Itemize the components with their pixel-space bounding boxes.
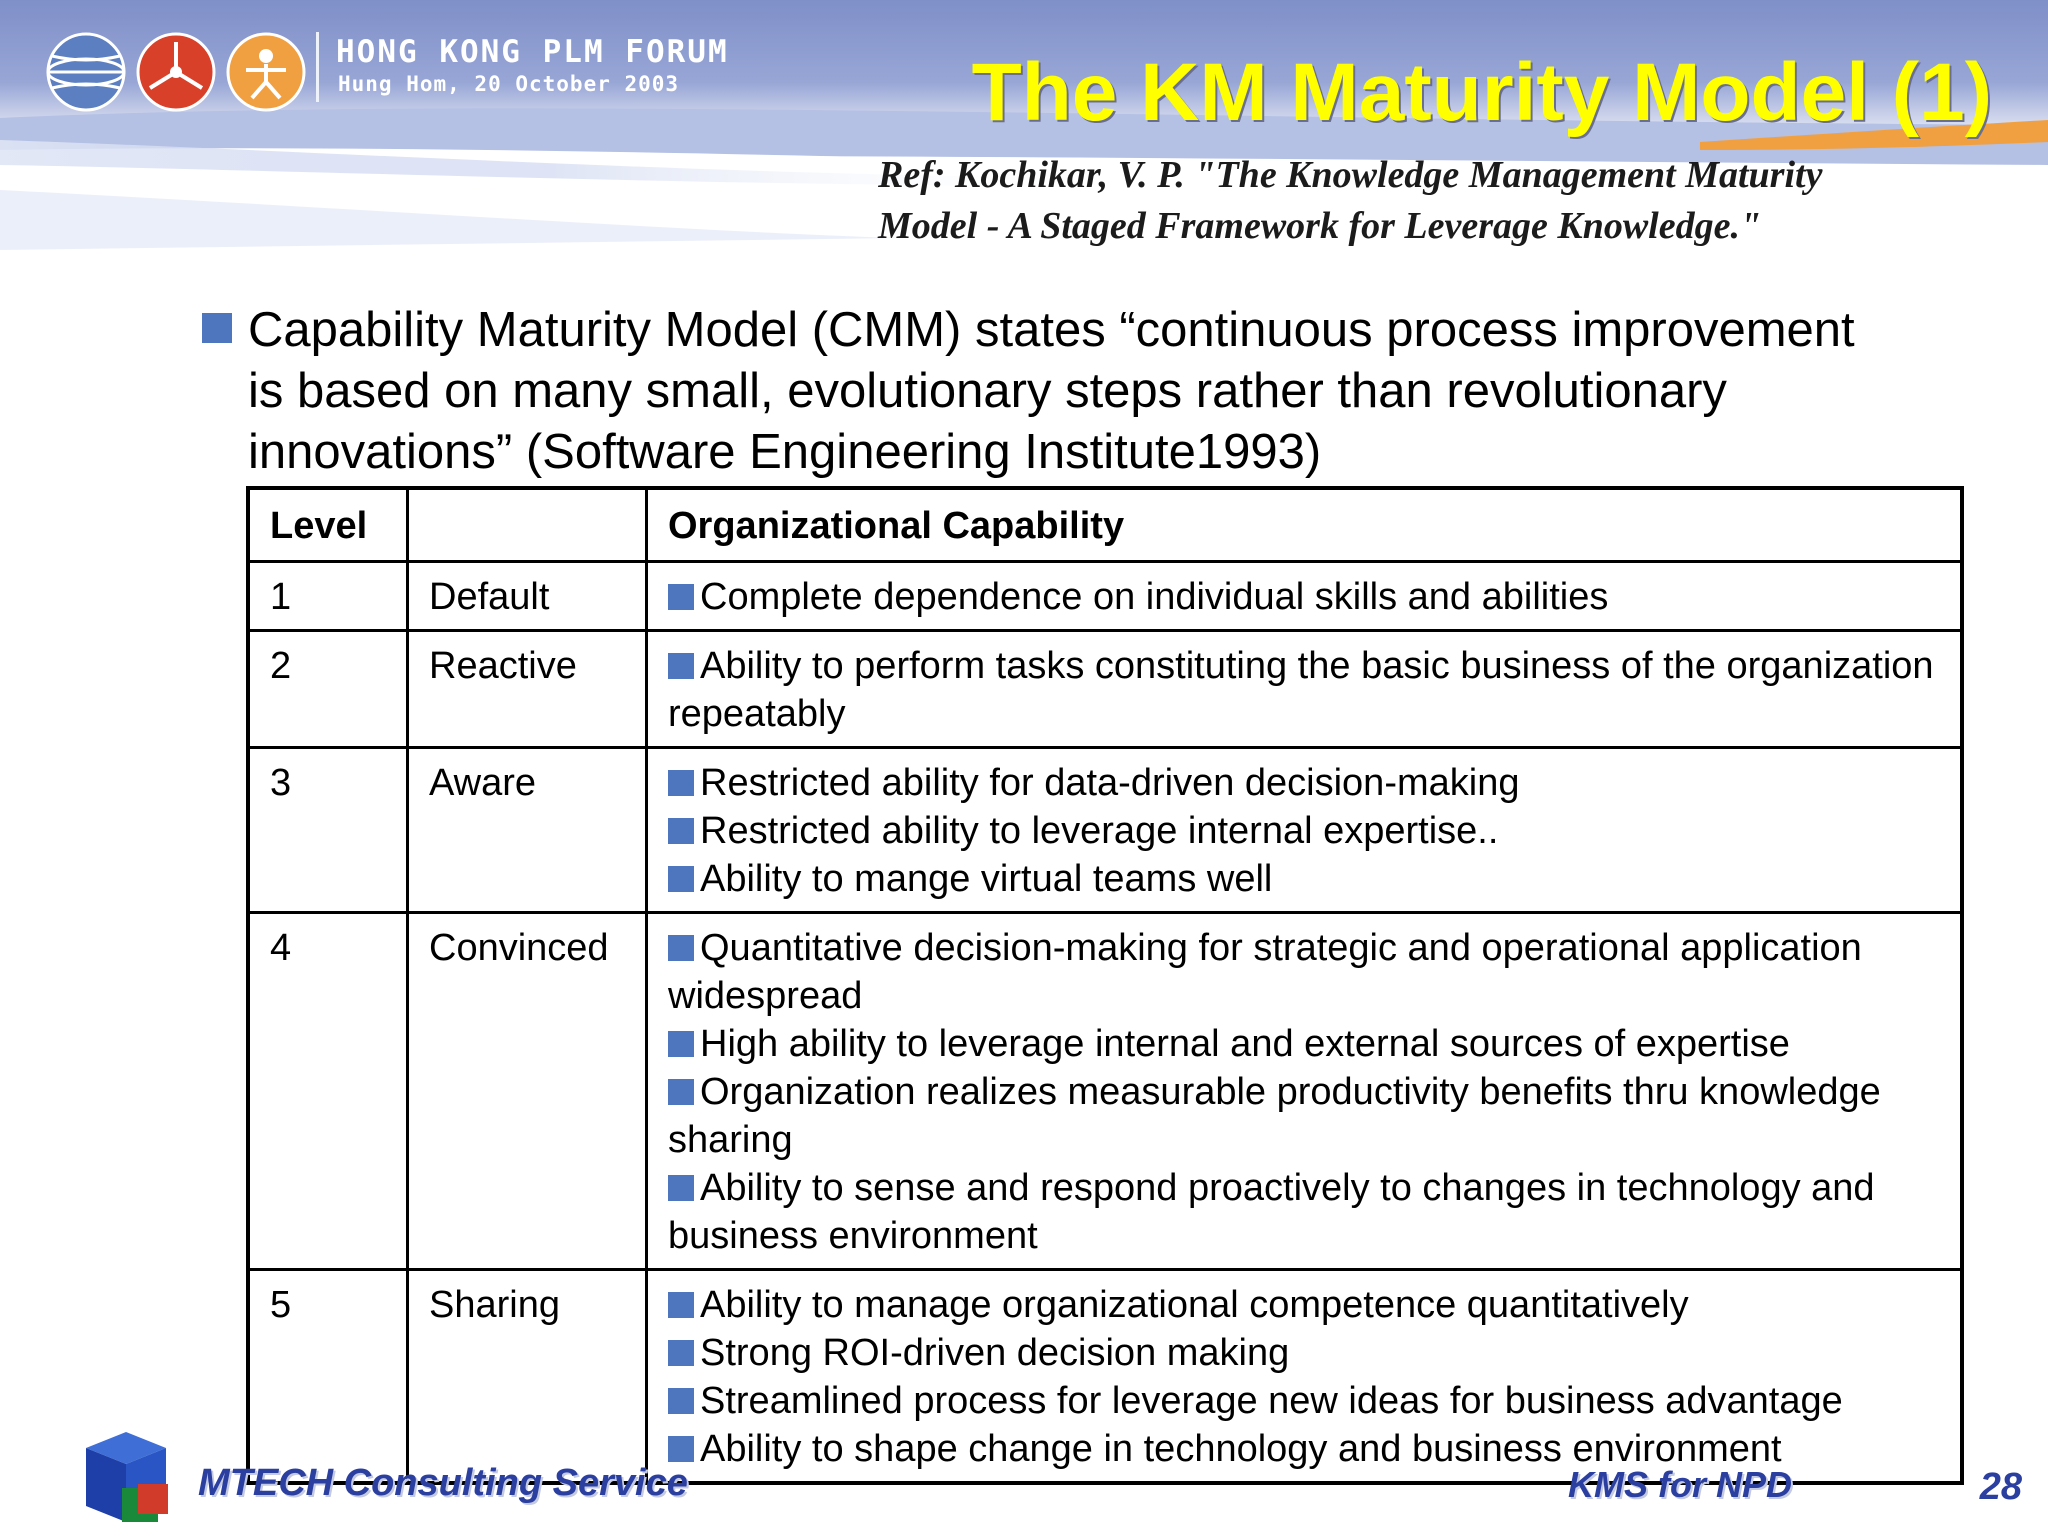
capability-cell [647, 562, 1963, 631]
reference-line-2: Model - A Staged Framework for Leverage Knowledge." [878, 205, 1762, 247]
maturity-table [246, 486, 1964, 1485]
level-number: 3 [248, 748, 408, 913]
page-number: 28 [1979, 1466, 2022, 1508]
level-name: Sharing [408, 1270, 647, 1484]
capability-text: Ability to shape change in technology and business environment [700, 1428, 1782, 1470]
capability-item [668, 1020, 1940, 1068]
bullet-square-icon [668, 1175, 694, 1201]
capability-item [668, 924, 1940, 1020]
capability-text: Ability to sense and respond proactively to changes in technology and business environment [668, 1167, 1875, 1257]
bullet-square-icon [668, 1292, 694, 1318]
bullet-square-icon [668, 1436, 694, 1462]
bullet-square-icon [668, 770, 694, 796]
capability-item [668, 1377, 1940, 1425]
capability-cell [647, 631, 1963, 748]
capability-item [668, 642, 1940, 738]
level-number: 5 [248, 1270, 408, 1484]
capability-item [668, 573, 1940, 621]
forum-date: Hung Hom, 20 October 2003 [338, 72, 680, 96]
forum-name: HONG KONG PLM FORUM [336, 34, 729, 70]
capability-text: Quantitative decision-making for strategic and operational application widespread [668, 927, 1862, 1017]
level-name: Reactive [408, 631, 647, 748]
table-row [248, 562, 1962, 631]
capability-text: Strong ROI-driven decision making [700, 1332, 1290, 1374]
table-row [248, 913, 1962, 1270]
network-logo-icon [134, 30, 218, 114]
globe-logo-icon [44, 30, 128, 114]
table-row [248, 631, 1962, 748]
footer-subject: KMS for NPD [1568, 1464, 1792, 1505]
table-header-row [248, 488, 1962, 562]
capability-text: Restricted ability to leverage internal expertise.. [700, 810, 1499, 852]
capability-item [668, 1281, 1940, 1329]
capability-text: Ability to manage organizational competence quantitatively [700, 1284, 1689, 1326]
level-name: Convinced [408, 913, 647, 1270]
capability-text: Streamlined process for leverage new ideas for business advantage [700, 1380, 1843, 1422]
capability-text: Restricted ability for data-driven decision-making [700, 762, 1520, 804]
level-name: Default [408, 562, 647, 631]
capability-item [668, 1164, 1940, 1260]
mtech-logo-icon [78, 1418, 174, 1530]
capability-text: Ability to mange virtual teams well [700, 858, 1273, 900]
reference-line-1: Ref: Kochikar, V. P. "The Knowledge Management Maturity [878, 154, 1823, 196]
capability-cell [647, 1270, 1963, 1484]
bullet-square-icon [668, 935, 694, 961]
header-level: Level [248, 488, 408, 562]
capability-item [668, 807, 1940, 855]
level-number: 2 [248, 631, 408, 748]
bullet-square-icon [668, 1031, 694, 1057]
bullet-square-icon [668, 1388, 694, 1414]
capability-text: Ability to perform tasks constituting the basic business of the organization repeatably [668, 645, 1934, 735]
capability-text: Complete dependence on individual skills and abilities [700, 576, 1609, 618]
header-capability: Organizational Capability [647, 488, 1963, 562]
table-row [248, 748, 1962, 913]
bullet-square-icon [668, 653, 694, 679]
capability-item [668, 1329, 1940, 1377]
table-row [248, 1270, 1962, 1484]
bullet-square-icon [668, 818, 694, 844]
header-name [408, 488, 647, 562]
capability-text: High ability to leverage internal and external sources of expertise [700, 1023, 1790, 1065]
level-number: 4 [248, 913, 408, 1270]
level-name: Aware [408, 748, 647, 913]
bullet-square-icon [668, 866, 694, 892]
capability-item [668, 855, 1940, 903]
bullet-square-icon [668, 1079, 694, 1105]
capability-text: Organization realizes measurable productivity benefits thru knowledge sharing [668, 1071, 1881, 1161]
capability-cell [647, 913, 1963, 1270]
capability-cell [647, 748, 1963, 913]
bullet-square-icon [202, 313, 232, 343]
capability-item [668, 759, 1940, 807]
bullet-square-icon [668, 1340, 694, 1366]
capability-item [668, 1068, 1940, 1164]
bullet-square-icon [668, 584, 694, 610]
intro-paragraph: Capability Maturity Model (CMM) states “continuous process improvement is based on many small, evolutionary steps rather than revolutionary innovations” (Software Engineering Institute1993) [248, 303, 1855, 479]
reference-citation [878, 150, 1998, 252]
level-number: 1 [248, 562, 408, 631]
footer-company: MTECH Consulting Service [198, 1462, 688, 1504]
logo-divider [316, 32, 319, 102]
person-logo-icon [224, 30, 308, 114]
slide-title: The KM Maturity Model (1) [971, 47, 1992, 138]
